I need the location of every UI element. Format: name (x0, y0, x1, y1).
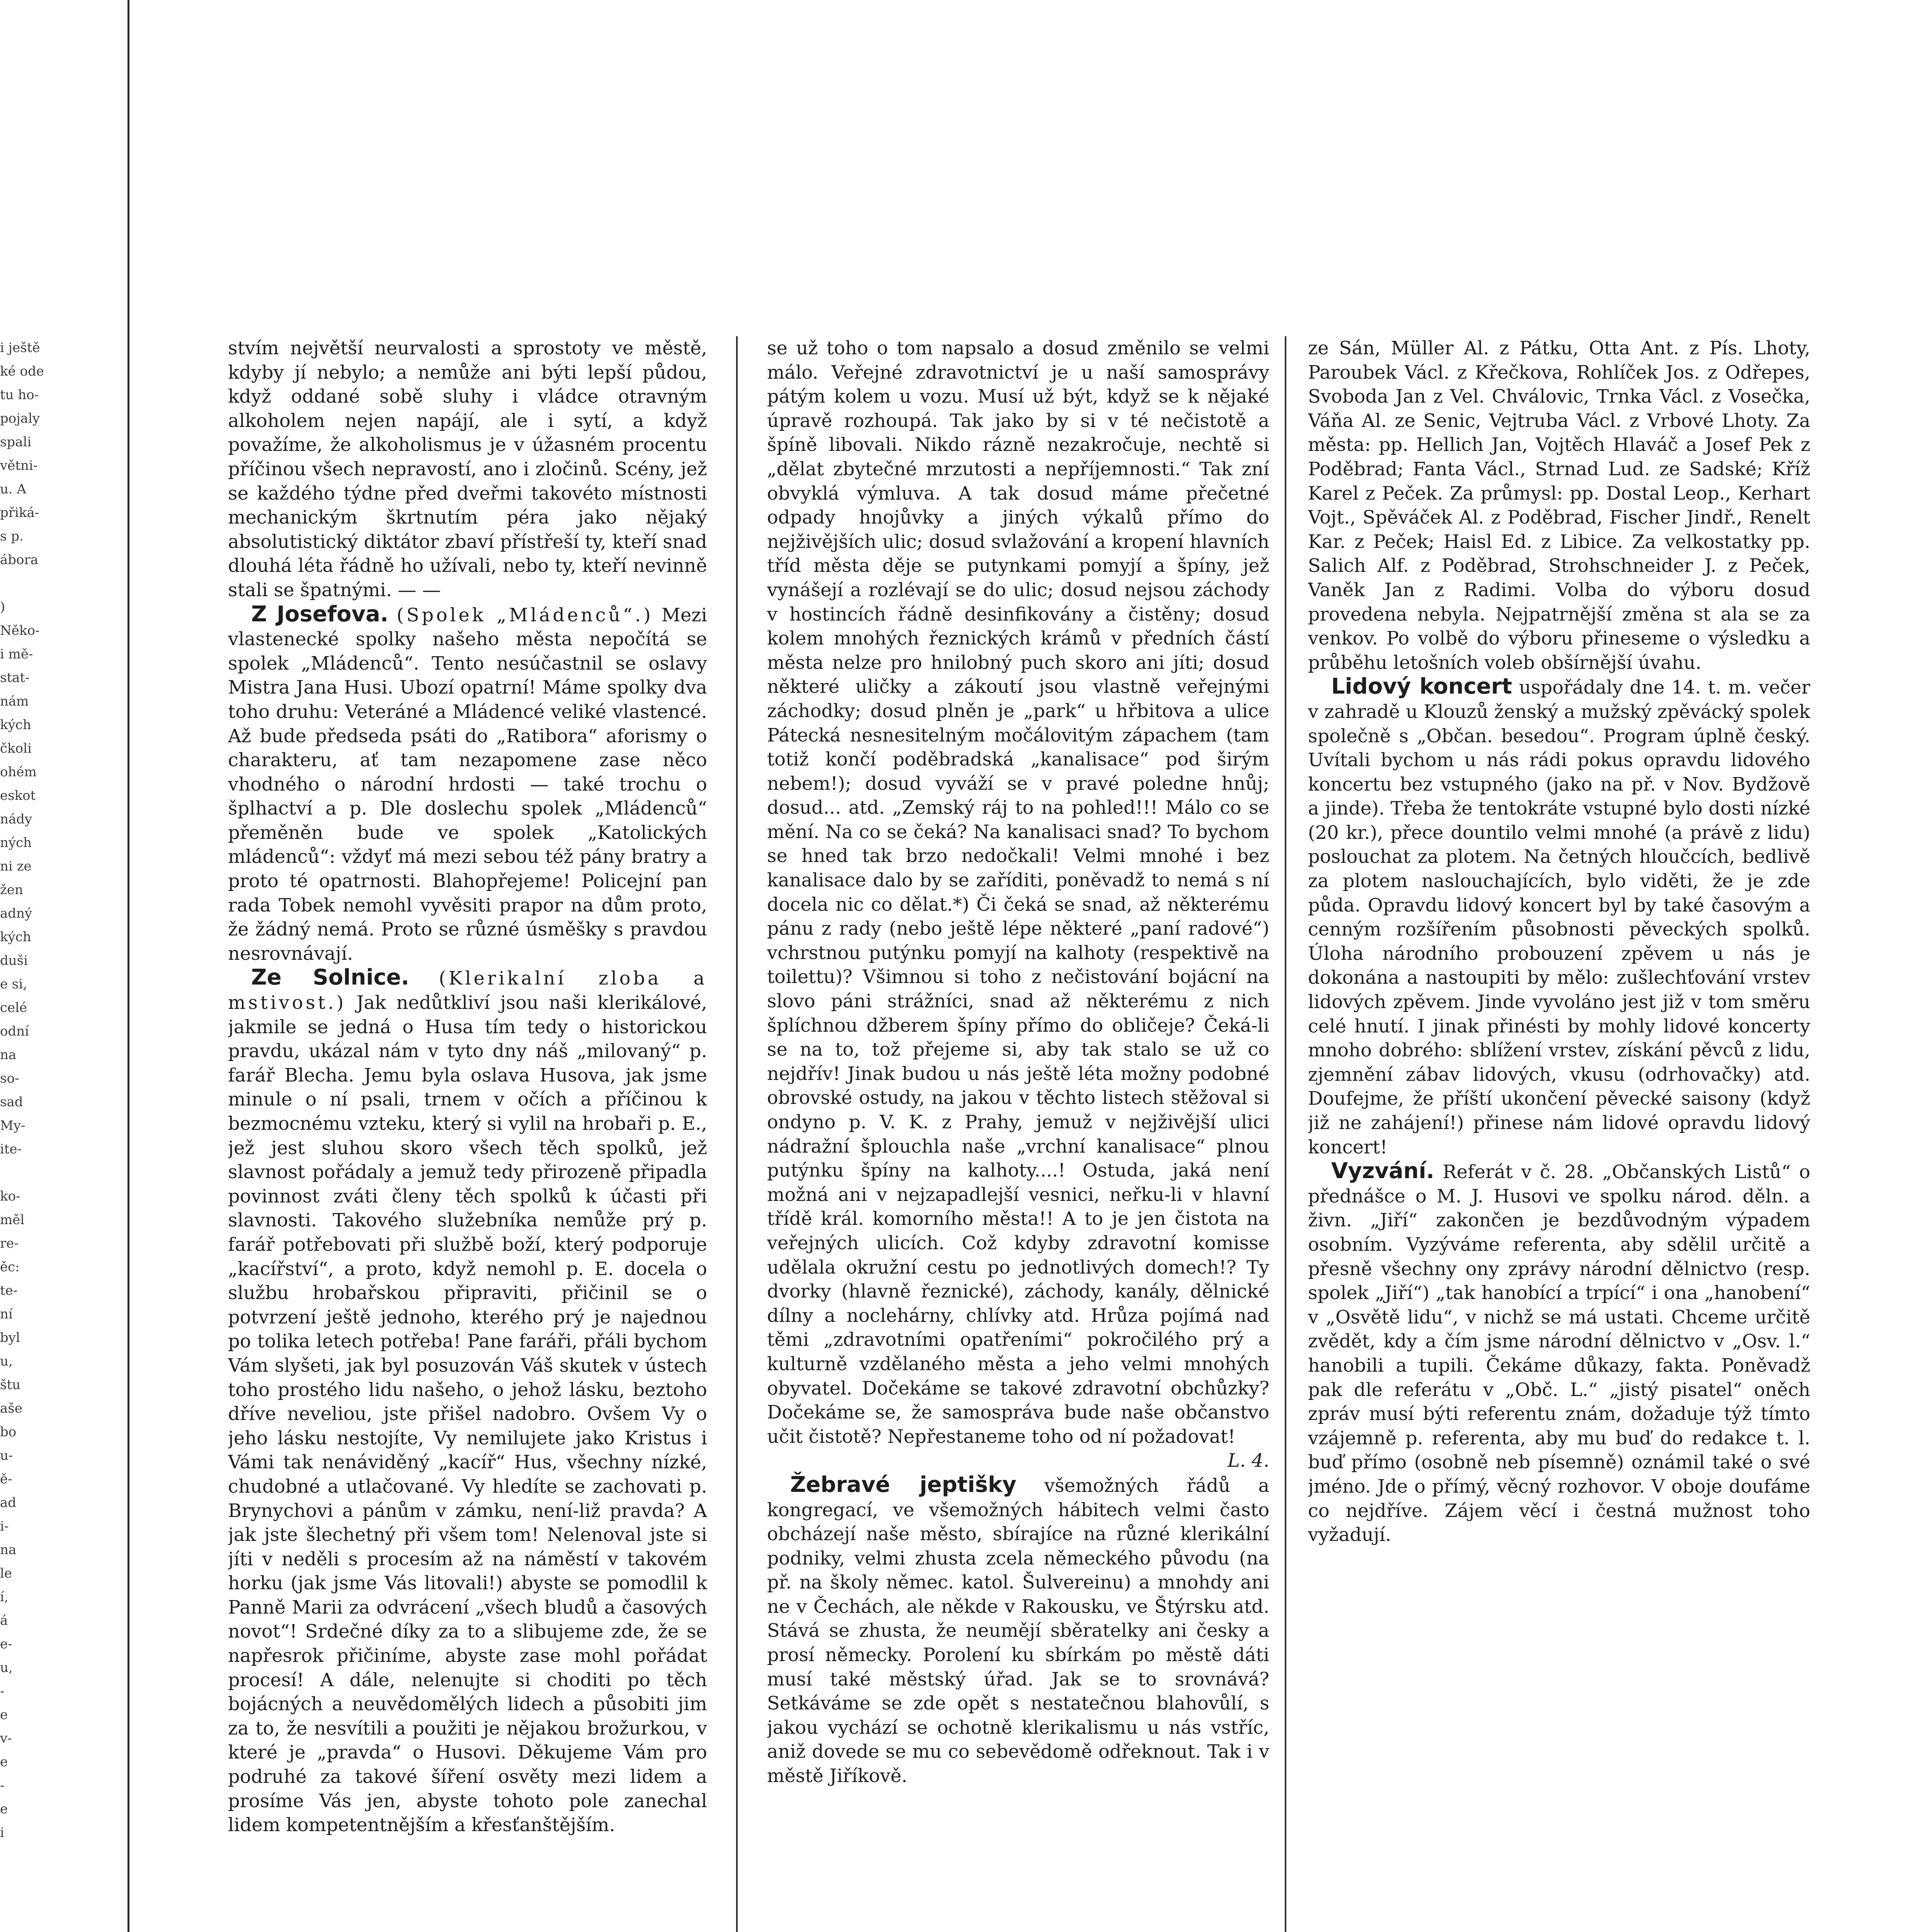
edge-fragment: čkoli (0, 741, 32, 756)
edge-fragment: Něko- (0, 623, 40, 638)
signature: L. 4. (1227, 1450, 1269, 1472)
text-koncert: uspořádaly dne 14. t. m. večer v zahradě u Klouzů ženský a mužský zpěvácký spolek společně s „Občan. besedou“. Program úplně český. Uvítali bychom u nás rádi pokus opravdu lidového koncertu bez vstupného (jako na př. v Nov. Bydžově a jinde). Třeba že tentokráte vstupné bylo dosti nízké (20 kr.), přece dountilo velmi mnohé (a právě z lidu) poslouchat za plotem. Na četných hloučcích, bedlivě za plotem naslouchajících, bylo viděti, že je zde půda. Opravdu lidový koncert byl by také časovým a cenným rozšířením působnosti pěveckých spolků. Úloha národního probouzení zpěvem u nás je dokonána a nastoupiti by mělo: zušlechťování vrstev lidových zpěvem. Jinde vyvoláno jest již v tom směru celé hnutí. I jinak přinésti by mohly lidové koncerty mnoho dobrého: sblížení vrstev, získání pěvců z lidu, zjemnění zábav lidových, vkusu (odrhovačky) atd. Doufejme, že příští ukončení pěvecké saisony (když již ne zahájení!) přinese nám lidové opravdu lidový koncert! (1308, 677, 1810, 1158)
edge-fragment: ké ode (0, 364, 44, 379)
edge-fragment: le (0, 1566, 12, 1581)
column-1 (228, 336, 707, 1932)
subheading-josefov: (Spolek „Mládenců“.) (396, 604, 653, 626)
text-solnice: Jak nedůtkliví jsou naši klerikálové, jakmile se jedná o Husa tím tedy o historickou pravdu, ukázal nám v tyto dny náš „milovaný“ p. farář Blecha. Jemu byla oslava Husova, jak jsme minule o ní psali, trnem v očích a příčinou k bezmocnému vzteku, který si vylil na hrobaři p. E., jež jest sluhou skoro všech těch spolků, jež slavnost pořádaly a jemuž tedy přirozeně připadla povinnost zváti členy těch spolků k účasti při slavnosti. Takového služebníka nemůže prý p. farář potřebovati při službě boží, který podporuje „kacířství“, a proto, když nemohl p. E. docela o službu hrobařskou připraviti, přičinil se o potvrzení ještě jednoho, kterého prý je najednou po tolika letech potřeba! Pane faráři, přáli bychom Vám slyšeti, jak byl posuzován Váš skutek v ústech toho prostého lidu našeho, o jehož lásku, beztoho dříve neveliou, jste přišel nadobro. Ovšem Vy o jeho lásku nestojíte, Vy nemilujete jako Kristus i Vámi tak nenáviděný „kacíř“ Hus, všechny nízké, chudobné a utlačované. Vy hledíte se zachovati p. Brynychovi a pánům v zámku, není-liž pravda? A jak jste šlechetný při všem tom! Nelenoval jste si jíti v neděli s procesím až na náměstí v takovém horku (jak jsme Vás litovali!) abyste se pomodlil k Panně Marii za odvrácení „všech bludů a časových novot“! Srdečné díky za to a slibujeme zde, že se napřesrok přičiníme, abyste zase mohl pořádat procesí! A dále, nelenujte si choditi po těch bojácných a neuvědomělých lidech a působiti jim za to, že nesvítili a použiti je nějakou brožurkou, v které je „pravda“ o Husovi. Děkujeme Vám pro podruhé za takové šíření osvěty mezi lidem a prosíme Vás jen, abyste tohoto pole zanechal lidem kompetentnějším a křesťanštějším. (228, 992, 707, 1836)
edge-fragment: stat- (0, 670, 30, 685)
edge-fragment: u, (0, 1660, 13, 1675)
edge-fragment: byl (0, 1330, 20, 1345)
edge-fragment: ných (0, 835, 32, 850)
edge-fragment: e- (0, 1636, 12, 1652)
edge-fragment: i- (0, 1519, 9, 1534)
edge-fragment: tu ho- (0, 387, 39, 403)
article-cistota: se už toho o tom napsalo a dosud změnilo se velmi málo. Veřejné zdravotnictví je u naší samosprávy pátým kolem u vozu. Musí už být, když se k nějaké úpravě rozhoupá. Tak jako by si v té nečistotě a špíně libovali. Nikdo rázně nezakročuje, nechtě si „dělat zbytečné mrzutosti a nepříjemnosti.“ Tak zní obvyklá výmluva. A tak dosud máme přečetné odpady hnojůvky a jiných výkalů přímo do nejživějších ulic; dosud svlažování a kropení hlavních tříd města děje se putynkami pomyjí a špíny, jež vynášejí a rozlévají se do ulic; dosud nejsou záchody v hostincích řádně desinfikovány a čistěny; dosud kolem mnohých řeznických krámů v předních částí města nelze pro hnilobný puch skoro ani jíti; dosud některé uličky a zákoutí jsou vlastně veřejnými záchodky; dosud plněn je „park“ u hřbitova a ulice Pátecká nesnesitelným močálovitým zápachem (tam totiž končí poděbradská „kanalisace“ pod širým nebem!); dosud vyváží se v pravé poledne hnůj; dosud... atd. „Zemský ráj to na pohled!!! Málo co se mění. Na co se čeká? Na kanalisaci snad? To bychom se hned tak brzo nedočkali! Velmi mnohé i bez kanalisace dalo by se zaříditi, poněvadž to nemá s ní docela nic co dělat.*) Či čeká se snad, až některému pánu z rady (nebo ještě lépe některé „paní radové“) vchrstnou putýnku pomyjí na kalhoty (respektivě na toilettu)? Všimnou si toho z nečistování bojácní na slovo páni strážníci, snad až některému z nich šplíchnou džberem špíny přímo do obličeje? Čeká-li se na to, tož přejeme si, aby tak stalo se už co nejdřív! Jinak budou u nás ještě léta možny podobné obrovské ostudy, na jakou v těchto listech stěžoval si ondyno p. V. K. z Prahy, jemuž v nejživější ulici nádražní šplouchla naše „vrchní kanalisace“ plnou putýnku špíny na kalhoty....! Ostuda, jaká není možná ani v nejzapadlejší vesnici, neřku-li v hlavní třídě král. komorního města!! A to je jen čistota na veřejných ulicích. Což kdyby zdravotní komisse udělala okružní cestu po jednotlivých domech!? Ty dvorky (hlavně řeznické), záchody, kanály, dělnické dílny a noclehárny, chlívky atd. Hrůza pojímá nad těmi „zdravotními opatřeními“ pokročilého prý a kulturně vzdělaného města a jeho velmi mnohých obyvatel. Dočekáme se takové zdravotní obchůzky? Dočekáme se, že samospráva bude naše občanstvo učit čistotě? Nepřestaneme toho od ní požadovat! (767, 337, 1269, 1447)
edge-fragment: ite- (0, 1141, 22, 1157)
edge-fragment: ) (0, 599, 5, 615)
edge-fragment: nády (0, 811, 32, 827)
edge-fragment: nám (0, 694, 29, 709)
heading-vyzvani: Vyzvání. (1331, 1158, 1435, 1184)
column-3 (1308, 336, 1810, 1932)
edge-fragment: kých (0, 717, 31, 733)
edge-fragment: - (0, 1684, 5, 1699)
edge-fragment: ad (0, 1495, 17, 1510)
edge-fragment: ní (0, 1306, 13, 1322)
article-koncert (1308, 675, 1810, 1159)
edge-fragment: e si, (0, 976, 27, 992)
edge-fragment (0, 572, 58, 595)
heading-koncert: Lidový koncert (1331, 674, 1512, 699)
article-solnice (228, 966, 707, 1837)
heading-josefov: Z Josefova. (251, 601, 389, 627)
edge-fragment: adný (0, 906, 32, 921)
article-zebrave (767, 1473, 1269, 1788)
edge-fragment: u, (0, 1354, 13, 1369)
text-vyzvani: Referát v č. 28. „Občanských Listů“ o přednášce o M. J. Husovi ve spolku národ. děln. a živn. „Jiří“ zakončen je bezdůvodným výpadem osobním. Vyzýváme referenta, aby sdělil určitě a přesně všechny ony zprávy národní dělnictvo (resp. spolek „Jiří“) „tak hanobící a trpící“ i ona „hanobení“ v „Osvětě lidu“, v nichž se má ustati. Chceme určitě zvědět, kdy a čím jsme národní dělnictvo v „Osv. l.“ hanobili a tupili. Čekáme důkazy, fakta. Poněvadž pak dle referátu v „Obč. L.“ „jistý pisatel“ oněch zpráv musí býti referentu znám, dožaduje týž tímto vzájemně p. referenta, aby mu buď do redakce t. l. buď přímo (osobně neb písemně) oznámil také o své jméno. Jde o přímý, věcný rozhovor. V oboje doufáme co nejdříve. Zájem věcí i čestná mužnost toho vyžadují. (1308, 1161, 1810, 1546)
edge-fragment (0, 1868, 58, 1892)
edge-fragment: kých (0, 929, 31, 945)
edge-fragment: My- (0, 1118, 26, 1133)
edge-fragment: á (0, 1613, 8, 1628)
text-josefov: Mezi vlastenecké spolky našeho města nepočítá se spolek „Mládenců“. Tento nesúčastnil se oslavy Mistra Jana Husi. Ubozí opatrní! Máme spolky dva toho druhu: Veteráné a Mládencé veliké vlastencé. Až bude předseda psáti do „Ratibora“ aforismy o charakteru, ať tam nezapomene zase něco vhodného o národní hrdosti — také trochu o šplhactví a p. Dle doslechu spolek „Mládenců“ přeměněn bude ve spolek „Katolických mládenců“: vždyť má mezi sebou též pány bratry a proto té opatrnosti. Blahopřejeme! Policejní pan rada Tobek nemohl vyvěsiti prapor na dům proto, že žádný nemá. Proto se různé úsměšky s pravdou nesrovnávají. (228, 604, 707, 964)
page-margin-rule (128, 0, 129, 1932)
election-results: ze Sán, Müller Al. z Pátku, Otta Ant. z Pís. Lhoty, Paroubek Václ. z Křečkova, Rohlíček Jos. z Odřepes, Svoboda Jan z Vel. Chválovic, Trnka Václ. z Vosečka, Váňa Al. ze Senic, Vejtruba Václ. z Vrbové Lhoty. Za města: pp. Hellich Jan, Vojtěch Hlaváč a Josef Pek z Poděbrad; Fanta Václ., Strnad Lud. ze Sadské; Kříž Karel z Peček. Za průmysl: pp. Dostal Leop., Kerhart Vojt., Spěváček Al. z Poděbrad, Fischer Jindř., Renelt Kar. z Peček; Haisl Ed. z Libice. Za velkostatky pp. Salich Alf. z Poděbrad, Strohschneider J. z Peček, Vaněk Jan z Radimi. Volba do výboru dosud provedena nebyla. Nejpatrnější změna st ala se za venkov. Po volbě do výboru přineseme o výsledku a průběhu letošních voleb obšírnější úvahu. (1308, 337, 1810, 673)
subheading-solnice: (Klerikalní zloba a mstivost.) (228, 968, 707, 1014)
edge-fragment: na (0, 1542, 17, 1558)
edge-fragment: e (0, 1801, 8, 1817)
edge-fragment: bo (0, 1424, 17, 1440)
heading-solnice: Ze Solnice. (251, 965, 409, 990)
edge-fragment: ábora (0, 552, 39, 568)
edge-fragment: žen (0, 882, 23, 898)
edge-fragment: s p. (0, 529, 24, 544)
edge-fragment: e (0, 1707, 8, 1723)
edge-fragment: na (0, 1047, 17, 1063)
edge-fragment: te- (0, 1283, 18, 1298)
edge-fragment: přiká- (0, 505, 39, 520)
edge-fragment: so- (0, 1071, 19, 1086)
edge-fragment: u. A (0, 481, 27, 497)
edge-fragment (0, 1845, 58, 1868)
edge-fragment: ohém (0, 764, 37, 780)
column-2 (767, 336, 1269, 1932)
edge-fragment: měl (0, 1212, 25, 1228)
edge-fragment: ni ze (0, 859, 32, 874)
edge-fragment: e (0, 1754, 8, 1770)
article-continuation: stvím největší neurvalosti a sprostoty ve městě, kdyby jí nebylo; a nemůže ani býti lepší půdou, když oddané sobě sluhy i vládce otravným alkoholem nejen napájí, ale i sytí, a když považíme, že alkoholismus je v úžasném procentu příčinou všech nepravostí, ano i zločinů. Scény, jež se každého týdne před dveřmi takovéto místnosti mechanickým škrtnutím péra jako nějaký absolutistický diktátor zbaví přístřeší ty, kteří snad dlouhá léta řádně ho užívali, nebo ty, kteří nevinně stali se špatnými. — — (228, 337, 707, 601)
edge-fragment: odní (0, 1024, 29, 1039)
edge-fragment: duši (0, 953, 28, 968)
edge-fragment: v- (0, 1731, 12, 1746)
edge-fragment: spali (0, 434, 32, 450)
column-rule-1 (736, 336, 738, 1932)
edge-fragment: sad (0, 1094, 23, 1110)
column-rule-2 (1285, 336, 1286, 1932)
edge-fragment: i mě- (0, 646, 33, 662)
article-vyzvani (1308, 1159, 1810, 1547)
edge-fragment: aše (0, 1401, 22, 1416)
edge-fragment: - (0, 1778, 5, 1793)
edge-fragment: i (0, 1825, 4, 1840)
edge-fragment: větni- (0, 458, 38, 473)
edge-fragment: í, (0, 1589, 9, 1605)
text-zebrave: všemožných řádů a kongregací, ve všemožných hábitech velmi často obcházejí naše město, sbírajíce na různé klerikální podniky, velmi zhusta zcela německého původu (na př. na školy němec. katol. Šulvereinu) a mnohdy ani ne v Čechách, ale někde v Rakousku, ve Štýrsku atd. Stává se zhusta, že neumějí sběratelky ani česky a prosí německy. Porolení ku sbírkám po městě dáti musí také městský úřad. Jak se to srovnává? Setkáváme se zde opět s nestatečnou blahovůlí, s jakou vychází se ochotně klerikalismu u nás vstříc, aniž dovede se mu co sebevědomě odřeknout. Tak i v městě Jiříkově. (767, 1475, 1269, 1787)
edge-fragment: eskot (0, 788, 36, 803)
heading-zebrave: Žebravé jeptišky (790, 1472, 1017, 1497)
edge-fragment (0, 1161, 58, 1185)
edge-fragment: ěc: (0, 1259, 20, 1275)
edge-fragment: štu (0, 1377, 21, 1393)
edge-fragment: u- (0, 1448, 13, 1463)
edge-fragment: i ještě (0, 340, 40, 355)
edge-fragment: ě- (0, 1471, 12, 1487)
previous-page-edge (0, 336, 58, 1892)
edge-fragment: ko- (0, 1189, 20, 1204)
article-josefov (228, 602, 707, 966)
edge-fragment: re- (0, 1236, 19, 1251)
edge-fragment: pojaly (0, 411, 40, 426)
edge-fragment: celé (0, 1000, 27, 1015)
